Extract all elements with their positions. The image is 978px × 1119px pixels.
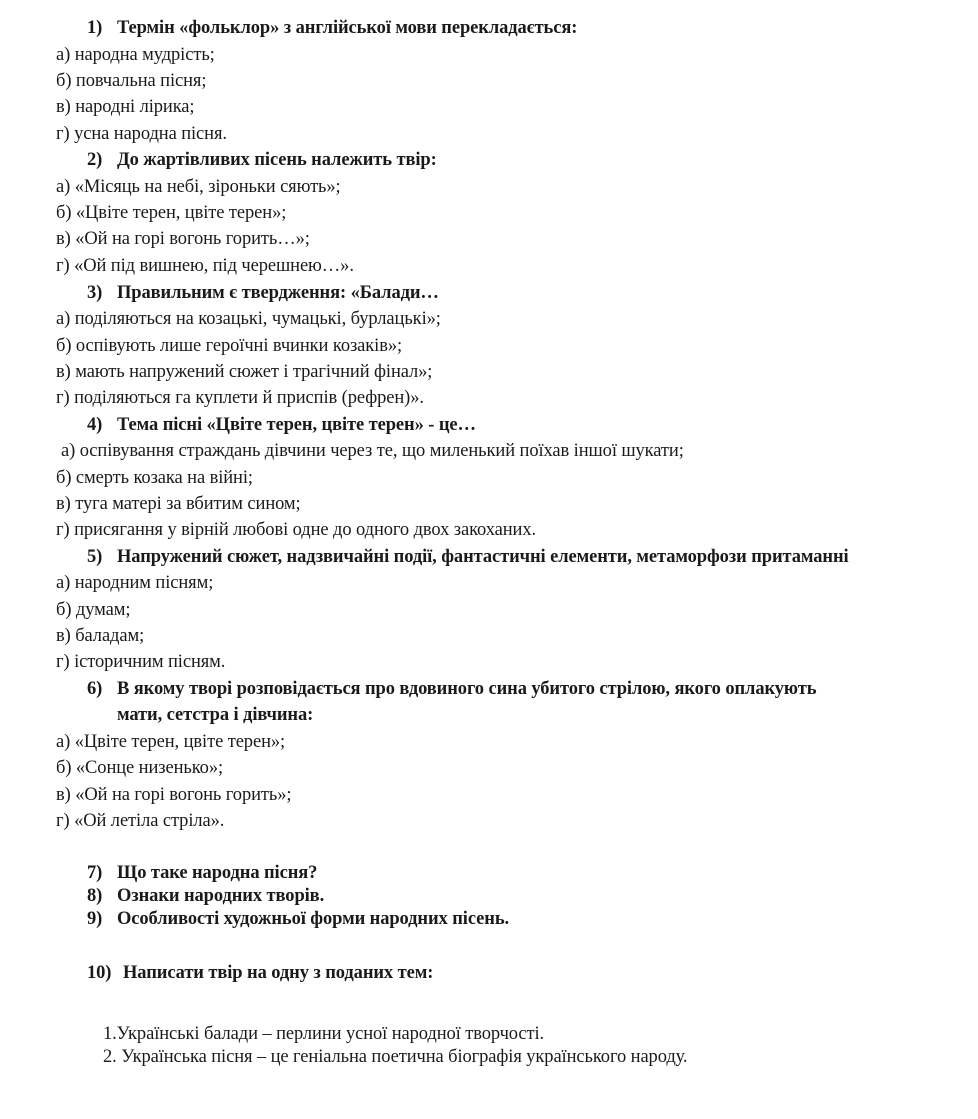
option-6a: а) «Цвіте терен, цвіте терен»; — [56, 732, 286, 752]
option-5b: б) думам; — [56, 600, 131, 620]
option-2d: г) «Ой під вишнею, під черешнею…». — [56, 256, 354, 276]
option-2b: б) «Цвіте терен, цвіте терен»; — [56, 203, 287, 223]
option-4b: б) смерть козака на війні; — [56, 468, 253, 488]
question-8 — [87, 885, 324, 907]
question-number: 6) — [87, 679, 103, 699]
question-text: Написати твір на одну з поданих тем: — [123, 963, 434, 983]
question-6-continuation: мати, сетстра і дівчина: — [117, 705, 314, 725]
option-1c: в) народні лірика; — [56, 97, 195, 117]
option-3c: в) мають напружений сюжет і трагічний фінал»; — [56, 362, 433, 382]
question-6 — [87, 678, 816, 700]
option-2c: в) «Ой на горі вогонь горить…»; — [56, 229, 310, 249]
option-3d: г) поділяються га куплети й приспів (рефрен)». — [56, 388, 424, 408]
question-text: Тема пісні «Цвіте терен, цвіте терен» - це… — [117, 415, 476, 435]
question-number: 10) — [87, 963, 112, 983]
question-text: В якому творі розповідається про вдовиного сина убитого стрілою, якого оплакують — [117, 679, 817, 699]
option-3b: б) оспівують лише героїчні вчинки козаків»; — [56, 336, 403, 356]
option-4a: а) оспівування страждань дівчини через те, що миленький поїхав іншої шукати; — [61, 441, 684, 461]
question-number: 7) — [87, 863, 103, 883]
option-3a: а) поділяються на козацькі, чумацькі, бурлацькі»; — [56, 309, 441, 329]
option-4c: в) туга матері за вбитим сином; — [56, 494, 301, 514]
essay-topic-1: 1.Українські балади – перлини усної народної творчості. — [103, 1024, 545, 1044]
question-4 — [87, 414, 476, 436]
option-5c: в) баладам; — [56, 626, 145, 646]
option-4d: г) присягання у вірній любові одне до одного двох закоханих. — [56, 520, 537, 540]
question-number: 9) — [87, 909, 103, 929]
question-number: 3) — [87, 283, 103, 303]
option-1a: а) народна мудрість; — [56, 45, 215, 65]
question-number: 4) — [87, 415, 103, 435]
question-9 — [87, 908, 509, 930]
question-text: Напружений сюжет, надзвичайні події, фантастичні елементи, метаморфози притаманні — [117, 547, 849, 567]
question-text: Ознаки народних творів. — [117, 886, 325, 906]
option-1b: б) повчальна пісня; — [56, 71, 207, 91]
option-5a: а) народним пісням; — [56, 573, 214, 593]
question-number: 1) — [87, 18, 103, 38]
option-2a: а) «Місяць на небі, зіроньки сяють»; — [56, 177, 341, 197]
question-text: Що таке народна пісня? — [117, 863, 318, 883]
question-7 — [87, 862, 317, 884]
question-number: 2) — [87, 150, 103, 170]
option-6c: в) «Ой на горі вогонь горить»; — [56, 785, 292, 805]
option-5d: г) історичним пісням. — [56, 652, 226, 672]
question-10 — [87, 962, 433, 984]
option-6d: г) «Ой летіла стріла». — [56, 811, 225, 831]
question-2 — [87, 149, 437, 171]
question-number: 5) — [87, 547, 103, 567]
question-5 — [87, 546, 849, 568]
question-number: 8) — [87, 886, 103, 906]
question-text: Особливості художньої форми народних пісень. — [117, 909, 510, 929]
question-1 — [87, 17, 577, 39]
essay-topic-2: 2. Українська пісня – це геніальна поетична біографія українського народу. — [103, 1047, 688, 1067]
question-text: Термін «фольклор» з англійської мови перекладається: — [117, 18, 578, 38]
option-1d: г) усна народна пісня. — [56, 124, 227, 144]
question-text: Правильним є твердження: «Балади… — [117, 283, 439, 303]
question-text: До жартівливих пісень належить твір: — [117, 150, 437, 170]
question-3 — [87, 282, 439, 304]
option-6b: б) «Сонце низенько»; — [56, 758, 224, 778]
